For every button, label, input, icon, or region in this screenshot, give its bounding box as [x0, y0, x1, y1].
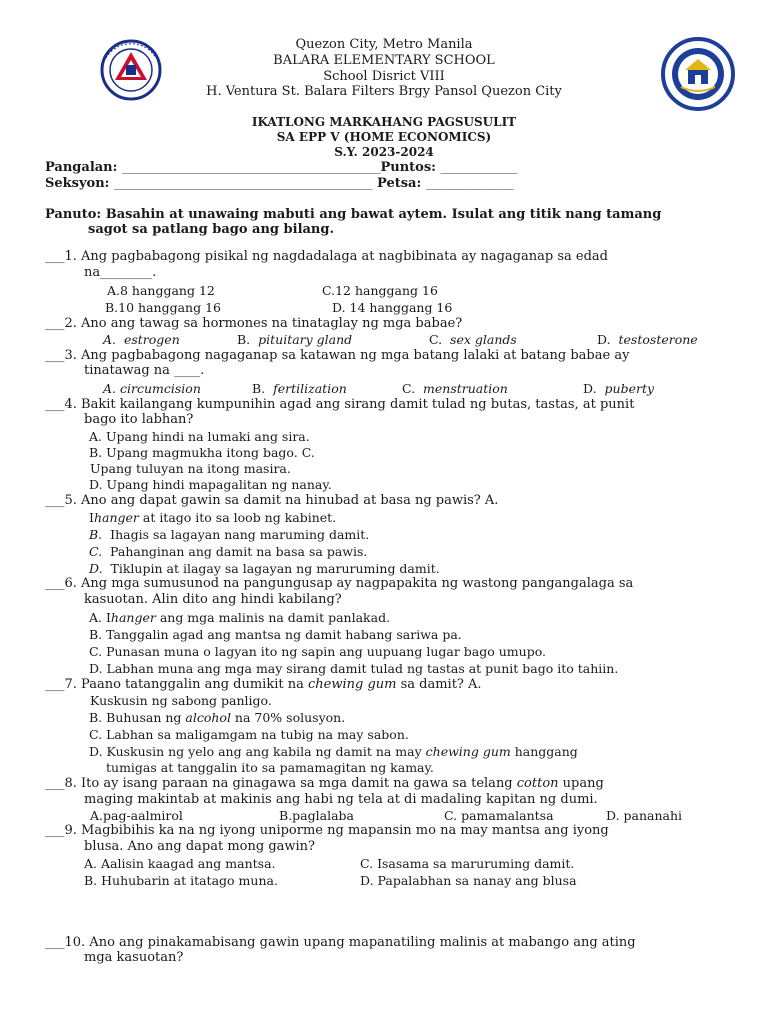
q8-choice-d: D. pananahi	[606, 808, 683, 823]
question-6-cont: kasuotan. Alin dito ang hindi kabilang?	[84, 592, 342, 607]
question-9-cont: blusa. Ano ang dapat mong gawin?	[84, 839, 316, 854]
section-field[interactable]	[45, 176, 514, 191]
question-3: ___3. Ang pagbabagong nagaganap sa katawan ng mga batang lalaki at batang babae ay	[45, 348, 630, 363]
q9-choice-b: B. Huhubarin at itatago muna.	[84, 873, 278, 888]
question-1: ___1. Ang pagbabagong pisikal ng nagdadalaga at nagbibinata ay nagaganap sa edad	[45, 249, 608, 264]
q6-choice-c: C. Punasan muna o lagyan ito ng sapin ang uupuang lugar bago umupo.	[89, 644, 546, 659]
question-7: ___7. Paano tatanggalin ang dumikit na chewing gum sa damit? A.	[45, 677, 482, 692]
q4-choice-d: D. Upang hindi mapagalitan ng nanay.	[89, 477, 332, 492]
date-label: Petsa:	[377, 176, 422, 191]
q5-choice-d: D. Tiklupin at ilagay sa lagayan ng maruruming damit.	[89, 561, 440, 576]
q9-choice-c: C. Isasama sa maruruming damit.	[360, 856, 575, 871]
question-3-cont: tinatawag na ____.	[84, 363, 205, 378]
name-blank[interactable]: _______________________________________________	[121, 161, 381, 174]
question-6: ___6. Ang mga sumusunod na pangungusap ay nagpapakita ng wastong pangangalaga sa	[45, 576, 634, 591]
q8-choice-b: B.paglalaba	[279, 808, 354, 823]
name-label: Pangalan:	[45, 160, 118, 175]
q1-choice-b: B.10 hanggang 16	[105, 300, 221, 315]
question-8-cont: maging makintab at makinis ang habi ng tela at di madaling kapitan ng dumi.	[84, 792, 598, 807]
name-field[interactable]	[45, 160, 517, 175]
question-8: ___8. Ito ay isang paraan na ginagawa sa mga damit na gawa sa telang cotton upang	[45, 776, 604, 791]
date-blank[interactable]: ________________	[425, 177, 514, 190]
q7-choice-d-cont: tumigas at tanggalin ito sa pamamagitan ng kamay.	[106, 760, 434, 775]
header-city: Quezon City, Metro Manila	[295, 37, 473, 52]
school-year: S.Y. 2023-2024	[334, 145, 434, 159]
q4-choice-c: Upang tuluyan na itong masira.	[90, 461, 291, 476]
q8-choice-c: C. pamamalantsa	[444, 808, 554, 823]
q2-choice-d: D. testosterone	[597, 332, 698, 347]
exam-title: IKATLONG MARKAHANG PAGSUSULIT	[251, 115, 517, 129]
score-label: Puntos:	[380, 160, 436, 175]
header-address: H. Ventura St. Balara Filters Brgy Pansol Quezon City	[206, 84, 562, 99]
q1-choice-c: C.12 hanggang 16	[322, 283, 438, 298]
q3-choice-a: A. circumcision	[103, 381, 201, 396]
question-10-cont: mga kasuotan?	[84, 950, 184, 965]
q4-choice-a: A. Upang hindi na lumaki ang sira.	[89, 429, 310, 444]
q6-choice-b: B. Tanggalin agad ang mantsa ng damit habang sariwa pa.	[89, 627, 462, 642]
q5-choice-c: C. Pahanginan ang damit na basa sa pawis.	[89, 544, 368, 559]
q9-choice-d: D. Papalabhan sa nanay ang blusa	[360, 873, 577, 888]
q9-choice-a: A. Aalisin kaagad ang mantsa.	[84, 856, 276, 871]
section-blank[interactable]: _______________________________________________	[114, 177, 373, 190]
exam-subject: SA EPP V (HOME ECONOMICS)	[276, 130, 492, 144]
q3-choice-c: C. menstruation	[402, 381, 508, 396]
q6-choice-a: A. Ihanger ang mga malinis na damit panlakad.	[89, 610, 391, 625]
q5-choice-a: Ihanger at itago ito sa loob ng kabinet.	[89, 510, 337, 525]
q2-choice-b: B. pituitary gland	[237, 332, 353, 347]
q1-choice-d: D. 14 hanggang 16	[332, 300, 453, 315]
q3-choice-d: D. puberty	[583, 381, 655, 396]
q2-choice-c: C. sex glands	[429, 332, 517, 347]
q7-choice-d: D. Kuskusin ng yelo ang ang kabila ng damit na may chewing gum hanggang	[89, 744, 578, 759]
question-5: ___5. Ano ang dapat gawin sa damit na hinubad at basa ng pawis? A.	[45, 493, 499, 508]
q4-choice-b: B. Upang magmukha itong bago. C.	[89, 445, 315, 460]
q7-choice-b: B. Buhusan ng alcohol na 70% solusyon.	[89, 710, 346, 725]
question-10: ___10. Ano ang pinakamabisang gawin upang mapanatiling malinis at mabango ang ating	[45, 935, 636, 950]
q3-choice-b: B. fertilization	[252, 381, 347, 396]
instructions-line1: Panuto: Basahin at unawaing mabuti ang bawat aytem. Isulat ang titik nang tamang	[45, 207, 662, 222]
header-district: School Disrict VIII	[323, 69, 445, 84]
q8-choice-a: A.pag-aalmirol	[90, 808, 183, 823]
question-9: ___9. Magbibihis ka na ng iyong uniporme ng mapansin mo na may mantsa ang iyong	[45, 823, 609, 838]
q6-choice-d: D. Labhan muna ang mga may sirang damit tulad ng tastas at punit bago ito tahiin.	[89, 661, 619, 676]
question-2: ___2. Ano ang tawag sa hormones na tinataglay ng mga babae?	[45, 316, 463, 331]
q1-choice-a: A.8 hanggang 12	[107, 283, 215, 298]
question-1-cont: na________.	[84, 265, 157, 280]
q7-choice-a: Kuskusin ng sabong panligo.	[90, 693, 272, 708]
q5-choice-b: B. Ihagis sa lagayan nang maruming damit.	[89, 527, 370, 542]
question-4: ___4. Bakit kailangang kumpunihin agad ang sirang damit tulad ng butas, tastas, at punit	[45, 397, 635, 412]
instructions-line2: sagot sa patlang bago ang bilang.	[88, 222, 334, 237]
section-label: Seksyon:	[45, 176, 110, 191]
question-4-cont: bago ito labhan?	[84, 412, 194, 427]
q2-choice-a: A. estrogen	[103, 332, 180, 347]
q7-choice-c: C. Labhan sa maligamgam na tubig na may sabon.	[89, 727, 409, 742]
header-school-name: BALARA ELEMENTARY SCHOOL	[273, 53, 495, 68]
score-blank[interactable]: ______________	[440, 161, 518, 174]
